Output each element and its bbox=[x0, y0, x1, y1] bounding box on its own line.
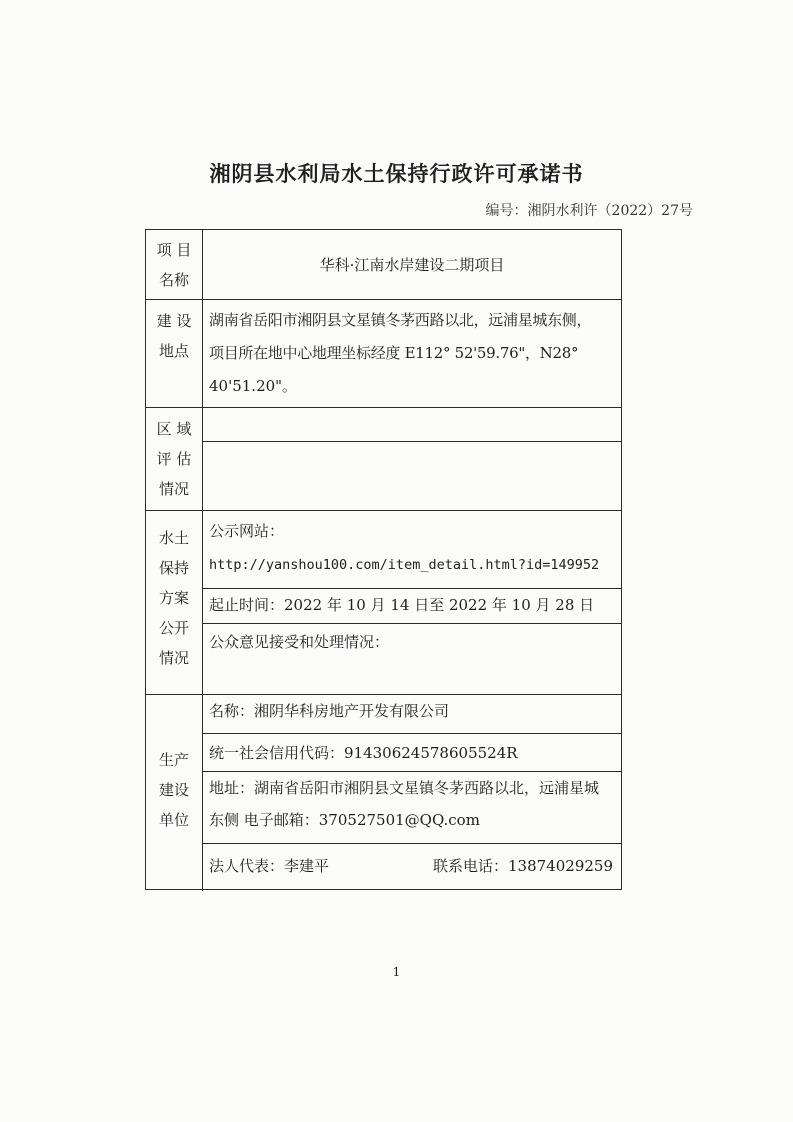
website-label: 公示网站： bbox=[209, 522, 285, 540]
location-line-3: 40'51.20"。 bbox=[209, 377, 298, 395]
company-label: 生产 建设 单位 bbox=[146, 695, 203, 891]
credit-code: 统一社会信用代码：91430624578605524R bbox=[203, 742, 621, 772]
address-line-1: 地址：湖南省岳阳市湘阴县文星镇冬茅西路以北，远浦星城 bbox=[209, 779, 600, 797]
location-row bbox=[146, 300, 621, 408]
company-name: 名称：湘阴华科房地产开发有限公司 bbox=[203, 700, 621, 734]
area-evaluation-label: 区 域 评 估 情况 bbox=[146, 408, 203, 510]
area-evaluation-row bbox=[146, 408, 621, 511]
company-row bbox=[146, 695, 621, 891]
disclosure-value bbox=[203, 511, 621, 694]
project-name-value: 华科·江南水岸建设二期项目 bbox=[319, 256, 505, 274]
website-url: http://yanshou100.com/item_detail.html?id=149952 bbox=[203, 557, 621, 589]
company-value bbox=[203, 695, 621, 891]
address-line-2: 东侧 电子邮箱：370527501@QQ.com bbox=[203, 809, 621, 844]
location-line-1: 湖南省岳阳市湘阴县文星镇冬茅西路以北，远浦星城东侧， bbox=[209, 311, 592, 329]
location-line-2: 项目所在地中心地理坐标经度 E112° 52'59.76"，N28° bbox=[209, 344, 579, 362]
feedback-label: 公众意见接受和处理情况： bbox=[209, 633, 390, 651]
area-evaluation-line-1 bbox=[203, 408, 621, 442]
disclosure-row bbox=[146, 511, 621, 695]
project-name-label: 项 目 名称 bbox=[146, 230, 203, 299]
disclosure-period: 起止时间：2022 年 10 月 14 日至 2022 年 10 月 28 日 bbox=[203, 594, 621, 624]
contact-phone: 联系电话：13874029259 bbox=[433, 857, 613, 875]
page-number: 1 bbox=[392, 965, 401, 979]
legal-representative: 法人代表：李建平 bbox=[209, 857, 330, 875]
area-evaluation-value bbox=[203, 408, 621, 510]
commitment-form-table bbox=[145, 229, 622, 890]
page-title: 湘阴县水利局水土保持行政许可承诺书 bbox=[209, 162, 584, 186]
location-label: 建 设 地点 bbox=[146, 300, 203, 407]
disclosure-label: 水土 保持 方案 公开 情况 bbox=[146, 511, 203, 694]
document-number: 编号：湘阴水利许（2022）27号 bbox=[485, 203, 693, 219]
project-name-row bbox=[146, 230, 621, 300]
location-value bbox=[203, 300, 621, 407]
